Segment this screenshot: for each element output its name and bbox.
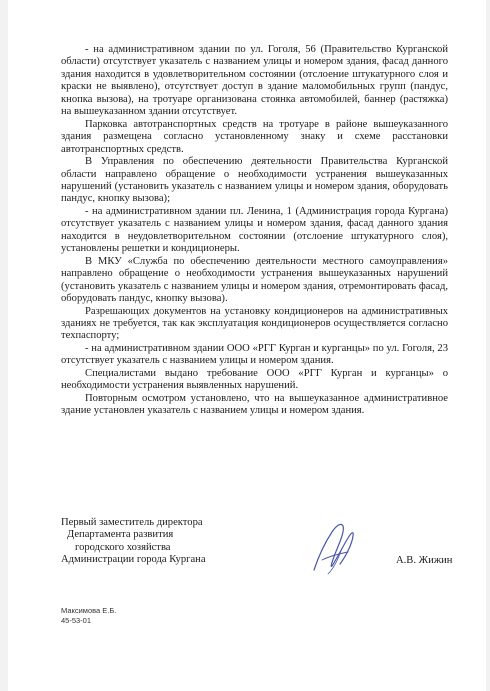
handwritten-signature bbox=[308, 518, 360, 578]
document-page bbox=[8, 0, 486, 691]
paragraph-lenina-1: - на административном здании пл. Ленина, 1 (Администрация города Кургана) отсутствует указатель с названием улицы и номером здания, фасад данного здания находится в неудовлетворительном состоянии (отслоение штукатурного слоя), установлены решетки и кондиционеры. bbox=[61, 205, 448, 255]
paragraph-parking: Парковка автотранспортных средств на тротуаре в районе вышеуказанного здания размещена согласно установленному знаку и схеме расстановки автотранспортных средств. bbox=[61, 118, 448, 155]
letter-body bbox=[61, 44, 448, 418]
position-line: городского хозяйства bbox=[75, 541, 171, 553]
executor-name: Максимова Е.Б. bbox=[61, 606, 117, 615]
paragraph-gogolya-56: - на административном здании по ул. Гоголя, 56 (Правительство Курганской области) отсутствует указатель с названием улицы и номером здания, фасад данного здания находится в удовлетворительном состоянии (отслоение штукатурного слоя и краски не выявлено), отсутствует доступ в здание маломобильных групп (пандус, кнопка вызова), на тротуаре организована стоянка автомобилей, баннер (растяжка) на вышеуказанном здании отсутствует. bbox=[61, 44, 448, 118]
signatory-name: А.В. Жижин bbox=[396, 555, 453, 566]
position-line: Первый заместитель директора bbox=[61, 517, 203, 528]
paragraph-requirement: Специалистами выдано требование ООО «РГГ Курган и курганцы» о необходимости устранения выявленных нарушений. bbox=[61, 367, 448, 392]
paragraph-government-request: В Управления по обеспечению деятельности Правительства Курганской области направлено обращение о необходимости устранения вышеуказанных нарушений (установить указатель с названием улицы и номером здания, оборудовать пандус, кнопку вызова); bbox=[61, 156, 448, 205]
paragraph-gogolya-23: - на административном здании ООО «РГГ Курган и курганцы» по ул. Гоголя, 23 отсутствует указатель с названием улицы и номером здания. bbox=[61, 342, 448, 367]
position-line: Департамента развития bbox=[67, 529, 174, 541]
executor-info bbox=[61, 606, 116, 626]
paragraph-reinspection: Повторным осмотром установлено, что на вышеуказанное административное здание установлен указатель с названием улицы и номером здания. bbox=[61, 392, 448, 417]
position-line: Администрации города Кургана bbox=[61, 554, 206, 566]
signatory-position bbox=[61, 517, 206, 567]
paragraph-air-conditioners: Разрешающих документов на установку кондиционеров на административных зданиях не требуется, так как эксплуатация кондиционеров осуществляется согласно техпаспорту; bbox=[61, 305, 448, 342]
executor-phone: 45-53-01 bbox=[61, 616, 92, 625]
paragraph-mku-request: В МКУ «Служба по обеспечению деятельности местного самоуправления» направлено обращение о необходимости устранения вышеуказанных нарушений (установить указатель с названием улицы и номером здания, отремонтировать фасад, оборудовать пандус, кнопку вызова). bbox=[61, 255, 448, 305]
